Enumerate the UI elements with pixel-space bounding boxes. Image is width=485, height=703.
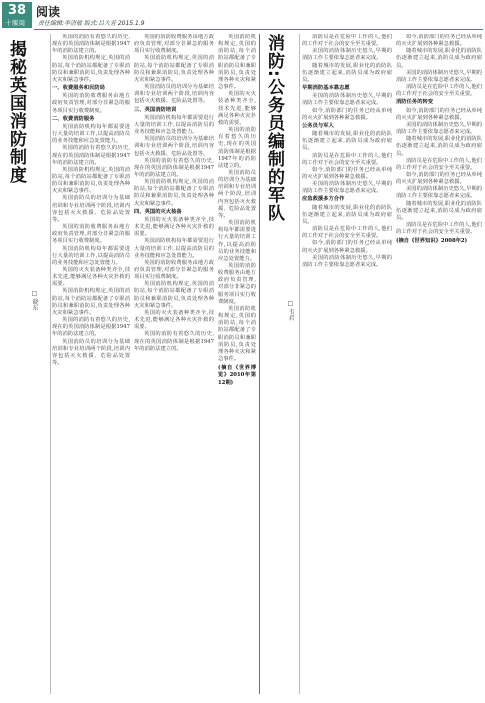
paragraph: 英国的消防有着悠久的历史,现在的英国消防体制是根据1947年的消防法建立的。 (52, 34, 130, 55)
paragraph: 美国的消防体制历史悠久,早期的消防工作主要依靠志愿者来完成。 (302, 93, 392, 107)
column-divider (299, 34, 300, 694)
paragraph: 英国消防员的培训分为基础培训和专业培训两个阶段,培训内容包括灭火救援、危险品处置等。 (134, 84, 214, 105)
article-divider (259, 34, 260, 694)
article2-author: □ 韦君 (287, 300, 294, 321)
paragraph: 英国消防机构规定,英国的消防站,每个消防站都配备了专职消防员和兼职消防员,负责处理各种火灾和紧急事件。 (218, 305, 256, 363)
paragraph: 英国消防机构规定,英国的消防站,每个消防站都配备了专职消防员和兼职消防员,负责处理各种火灾和紧急事件。 (218, 34, 256, 91)
article2-column-2 (396, 34, 482, 696)
paragraph: 英国的消防收费服务由地方政府负责管理,对部分非紧急的服务项目实行收费制度。 (218, 263, 256, 305)
subheading: 二、收费消防服务 (52, 115, 95, 122)
paragraph: 英国的消防有着悠久的历史,现在的英国消防体制是根据1947年的消防法建立的。 (52, 145, 130, 166)
subheading: 四、英国的灭火装备 (134, 208, 182, 215)
paragraph: 英国消防员的培训分为基础培训和专业培训两个阶段,培训内容包括灭火救援、危险品处置等。 (218, 169, 256, 219)
paragraph: 英国的消防有着悠久的历史,现在的英国消防体制是根据1947年的消防法建立的。 (134, 157, 214, 178)
paragraph: 英国消防机构每年都需要进行大量的培训工作,以提高消防员的业务技能和应急处置能力。 (218, 220, 256, 262)
paragraph: 美国的消防体制历史悠久,早期的消防工作主要依靠志愿者来完成。 (396, 186, 482, 200)
page-number: 38 (8, 3, 27, 18)
article1-source: (摘自《世界博览》2010年第12期) (218, 365, 256, 386)
paragraph: 如今,消防部门的任务已经从单纯的灭火扩展到各种紧急救援。 (396, 34, 482, 48)
paragraph: 英国消防机构规定,英国的消防站,每个消防站都配备了专职消防员和兼职消防员,负责处理各种火灾和紧急事件。 (52, 288, 130, 316)
paragraph: 英国消防机构规定,英国的消防站,每个消防站都配备了专职消防员和兼职消防员,负责处理各种火灾和紧急事件。 (134, 179, 214, 207)
paragraph: 英国的消防收费服务由地方政府负责管理,对部分非紧急的服务项目实行收费制度。 (134, 259, 214, 281)
article1-author: □ 晓东 (31, 290, 38, 311)
paragraph: 美国的消防体制历史悠久,早期的消防工作主要依靠志愿者来完成。 (302, 48, 392, 62)
paragraph: 英国的消防有着悠久的历史,现在的英国消防体制是根据1947年的消防法建立的。 (52, 317, 130, 338)
editor-meta: 责任编辑:李清敏 版式:吕大芳 2015.1.9 (38, 20, 145, 27)
paragraph: 英国的消防收费服务由地方政府负责管理,对部分非紧急的服务项目实行收费制度。 (134, 34, 214, 55)
paragraph: 如今,消防部门的任务已经从单纯的灭火扩展到各种紧急救援。 (396, 171, 482, 186)
paragraph: 英国消防机构每年都需要进行大量的培训工作,以提高消防员的业务技能和应急处置能力。 (52, 245, 130, 266)
article1-title: 揭秘英国消防制度 (6, 40, 26, 184)
paragraph: 英国的消防有着悠久的历史,现在的英国消防体制是根据1947年的消防法建立的。 (218, 127, 256, 169)
page-number-box (2, 2, 32, 36)
paragraph: 英国的消防收费服务由地方政府负责管理,对部分非紧急的服务项目实行收费制度。 (52, 224, 130, 245)
paragraph: 英国消防员的培训分为基础培训和专业培训两个阶段,培训内容包括灭火救援、危险品处置等。 (52, 195, 130, 223)
paragraph: 英国消防机构每年都需要进行大量的培训工作,以提高消防员的业务技能和应急处置能力。 (52, 123, 130, 145)
article2-source: (摘自《世界知识》2008年2) (396, 238, 468, 245)
paragraph: 英国的灭火装备种类齐全,技术先进,能够满足各种火灾扑救的需要。 (134, 216, 214, 238)
paragraph: 消防员是在危险中工作的人,他们的工作对于社会的安全至关重要。 (396, 84, 482, 98)
paragraph: 英国消防机构规定,英国的消防站,每个消防站都配备了专职消防员和兼职消防员,负责处理各种火灾和紧急事件。 (52, 55, 130, 83)
paragraph: 如今,消防部门的任务已经从单纯的灭火扩展到各种紧急救援。 (396, 107, 482, 121)
paragraph: 英国的灭火装备种类齐全,技术先进,能够满足各种火灾扑救的需要。 (134, 309, 214, 331)
paragraph: 随着城市的发展,职业化的消防队伍逐渐建立起来,消防员成为政府雇员。 (302, 131, 392, 152)
paragraph: 英国消防机构规定,英国的消防站,每个消防站都配备了专职消防员和兼职消防员,负责处理各种火灾和紧急事件。 (134, 55, 214, 83)
paragraph: 如今,消防部门的任务已经从单纯的灭火扩展到各种紧急救援。 (302, 107, 392, 121)
paragraph: 消防员是在危险中工作的人,他们的工作对于社会的安全至关重要。 (302, 34, 392, 48)
paragraph: 英国消防机构每年都需要进行大量的培训工作,以提高消防员的业务技能和应急处置能力。 (134, 114, 214, 136)
subheading: 三、英国消防培训 (134, 106, 177, 113)
paragraph: 英国的灭火装备种类齐全,技术先进,能够满足各种火灾扑救的需要。 (52, 267, 130, 288)
paragraph: 如今,消防部门的任务已经从单纯的灭火扩展到各种紧急救援。 (302, 240, 392, 254)
paragraph: 英国消防员的培训分为基础培训和专业培训两个阶段,培训内容包括灭火救援、危险品处置等。 (52, 338, 130, 367)
paragraph: 随着城市的发展,职业化的消防队伍逐渐建立起来,消防员成为政府雇员。 (302, 62, 392, 83)
paragraph: 消防员是在危险中工作的人,他们的工作对于社会的安全至关重要。 (396, 222, 482, 236)
paragraph: 英国消防机构每年都需要进行大量的培训工作,以提高消防员的业务技能和应急处置能力。 (134, 238, 214, 259)
paragraph: 英国的消防有着悠久的历史,现在的英国消防体制是根据1947年的消防法建立的。 (134, 331, 214, 352)
subheading: 公务员与军人 (302, 122, 334, 129)
header-rule (34, 29, 483, 30)
paragraph: 随着城市的发展,职业化的消防队伍逐渐建立起来,消防员成为政府雇员。 (396, 200, 482, 221)
paragraph: 英国的灭火装备种类齐全,技术先进,能够满足各种火灾扑救的需要。 (218, 91, 256, 126)
column-divider (50, 34, 51, 694)
article1-column-3 (218, 34, 256, 696)
paragraph: 随着城市的发展,职业化的消防队伍逐渐建立起来,消防员成为政府雇员。 (396, 136, 482, 157)
paragraph: 消防员是在危险中工作的人,他们的工作对于社会的安全至关重要。 (302, 226, 392, 240)
article2-title: 消防:公务员编制的军队 (264, 34, 284, 222)
paragraph: 英国消防机构规定,英国的消防站,每个消防站都配备了专职消防员和兼职消防员,负责处理各种火灾和紧急事件。 (52, 166, 130, 195)
paragraph: 消防员是在危险中工作的人,他们的工作对于社会的安全至关重要。 (302, 152, 392, 166)
paragraph: 随着城市的发展,职业化的消防队伍逐渐建立起来,消防员成为政府雇员。 (396, 48, 482, 69)
paragraph: 美国的消防体制历史悠久,早期的消防工作主要依靠志愿者来完成。 (302, 254, 392, 268)
paragraph: 消防员是在危险中工作的人,他们的工作对于社会的安全至关重要。 (396, 157, 482, 171)
paragraph: 美国的消防体制历史悠久,早期的消防工作主要依靠志愿者来完成。 (302, 181, 392, 195)
subheading: 消防任务的转变 (396, 99, 434, 106)
subheading: 早期消防基本靠志愿 (302, 85, 350, 92)
article1-column-2 (134, 34, 214, 696)
subheading: 一、收费服务和民防局 (52, 85, 105, 92)
paragraph: 英国消防机构规定,英国的消防站,每个消防站都配备了专职消防员和兼职消防员,负责处理各种火灾和紧急事件。 (134, 281, 214, 309)
paragraph: 英国消防员的培训分为基础培训和专业培训两个阶段,培训内容包括灭火救援、危险品处置等。 (134, 136, 214, 157)
paragraph: 美国的消防体制历史悠久,早期的消防工作主要依靠志愿者来完成。 (396, 121, 482, 136)
paragraph: 如今,消防部门的任务已经从单纯的灭火扩展到各种紧急救援。 (302, 166, 392, 180)
subheading: 应急救援多方合作 (302, 196, 345, 203)
paragraph: 美国的消防体制历史悠久,早期的消防工作主要依靠志愿者来完成。 (396, 69, 482, 83)
section-title: 阅读 (36, 5, 61, 19)
paragraph: 随着城市的发展,职业化的消防队伍逐渐建立起来,消防员成为政府雇员。 (302, 204, 392, 225)
paragraph: 英国的消防收费服务由地方政府负责管理,对部分非紧急的服务项目实行收费制度。 (52, 93, 130, 114)
article1-column-1 (52, 34, 130, 696)
page-header (0, 0, 485, 36)
article2-column-1 (302, 34, 392, 696)
publication-name: 十堰周刊 (5, 19, 26, 36)
